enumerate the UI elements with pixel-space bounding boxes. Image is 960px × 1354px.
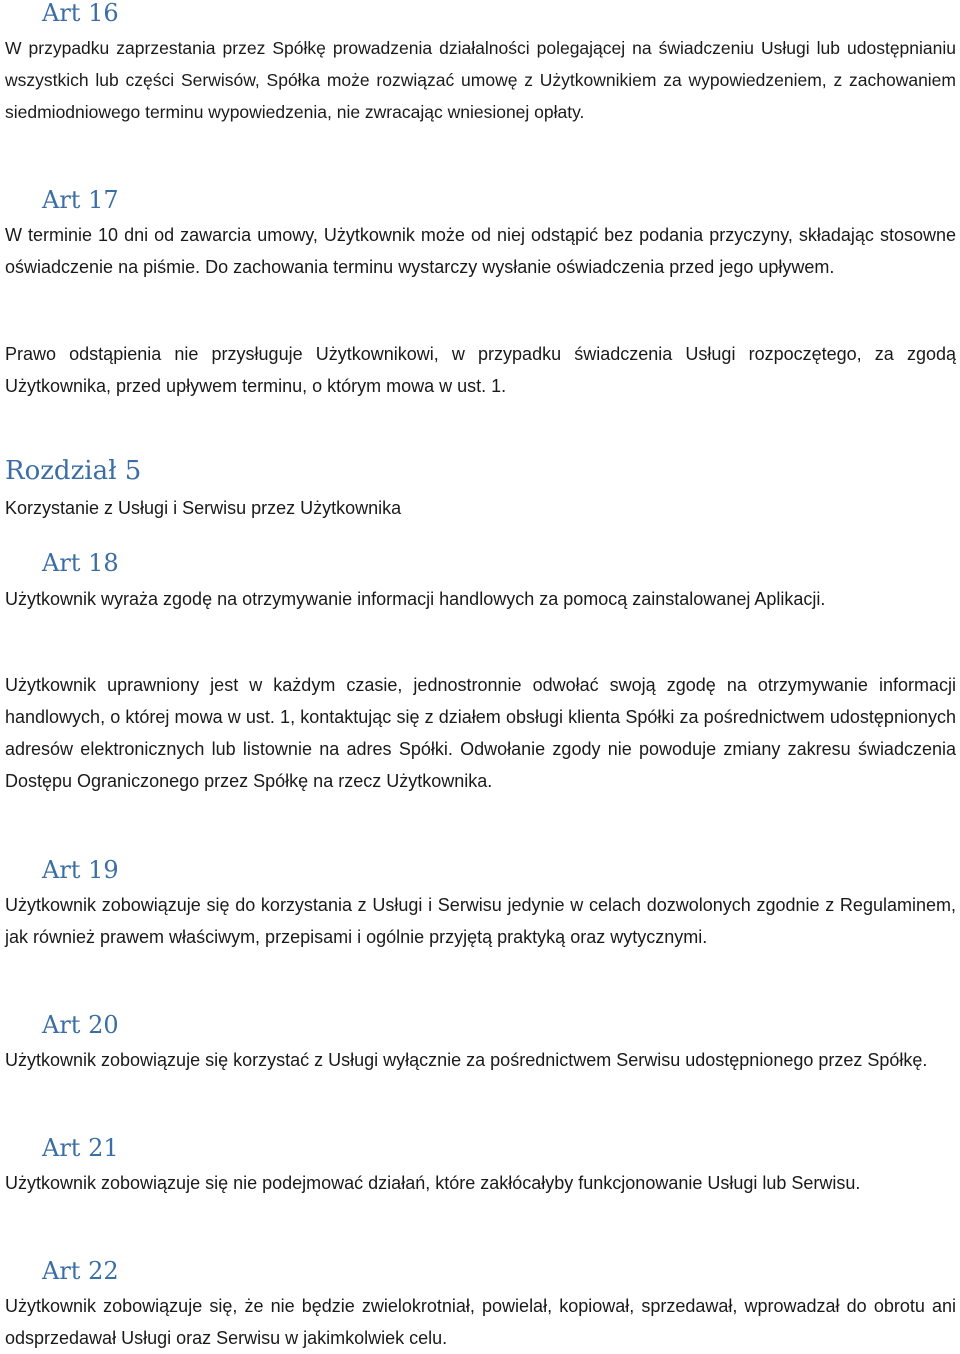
- chapter-5-subtitle: Korzystanie z Usługi i Serwisu przez Użytkownika: [5, 498, 402, 518]
- art-21-heading: Art 21: [42, 1134, 119, 1162]
- art-22-paragraph: Użytkownik zobowiązuje się, że nie będzie zwielokrotniał, powielał, kopiował, sprzedawał, wprowadzał do obrotu ani odsprzedawał Usługi oraz Serwisu w jakimkolwiek celu.: [5, 1296, 956, 1348]
- art-20-paragraph: Użytkownik zobowiązuje się korzystać z Usługi wyłącznie za pośrednictwem Serwisu udostępnionego przez Spółkę.: [5, 1050, 928, 1070]
- art-21-paragraph: Użytkownik zobowiązuje się nie podejmować działań, które zakłócałyby funkcjonowanie Usługi lub Serwisu.: [5, 1173, 861, 1193]
- art-17-paragraph-2: Prawo odstąpienia nie przysługuje Użytkownikowi, w przypadku świadczenia Usługi rozpoczętego, za zgodą Użytkownika, przed upływem terminu, o którym mowa w ust. 1.: [5, 344, 956, 396]
- art-18-heading: Art 18: [42, 549, 119, 577]
- art-17-heading: Art 17: [42, 186, 119, 214]
- art-22-heading: Art 22: [42, 1257, 119, 1285]
- art-19-paragraph: Użytkownik zobowiązuje się do korzystania z Usługi i Serwisu jedynie w celach dozwolonych zgodnie z Regulaminem, jak również prawem właściwym, przepisami i ogólnie przyjętą praktyką oraz wytycznymi.: [5, 895, 956, 947]
- art-16-paragraph: W przypadku zaprzestania przez Spółkę prowadzenia działalności polegającej na świadczeniu Usługi lub udostępnianiu wszystkich lub części Serwisów, Spółka może rozwiązać umowę z Użytkownikiem za wypowiedzeniem, z zachowaniem siedmiodniowego terminu wypowiedzenia, nie zwracając wniesionej opłaty.: [5, 38, 956, 122]
- art-19-heading: Art 19: [42, 856, 119, 884]
- art-20-heading: Art 20: [42, 1011, 119, 1039]
- chapter-5-heading: Rozdział 5: [5, 456, 142, 486]
- art-18-paragraph-2: Użytkownik uprawniony jest w każdym czasie, jednostronnie odwołać swoją zgodę na otrzymywanie informacji handlowych, o której mowa w ust. 1, kontaktując się z działem obsługi klienta Spółki za pośrednictwem udostępnionych adresów elektronicznych lub listownie na adres Spółki. Odwołanie zgody nie powoduje zmiany zakresu świadczenia Dostępu Ograniczonego przez Spółkę na rzecz Użytkownika.: [5, 675, 956, 791]
- art-18-paragraph-1: Użytkownik wyraża zgodę na otrzymywanie informacji handlowych za pomocą zainstalowanej Aplikacji.: [5, 589, 826, 609]
- art-16-heading: Art 16: [42, 0, 119, 27]
- art-17-paragraph-1: W terminie 10 dni od zawarcia umowy, Użytkownik może od niej odstąpić bez podania przyczyny, składając stosowne oświadczenie na piśmie. Do zachowania terminu wystarczy wysłanie oświadczenia przed jego upływem.: [5, 225, 956, 277]
